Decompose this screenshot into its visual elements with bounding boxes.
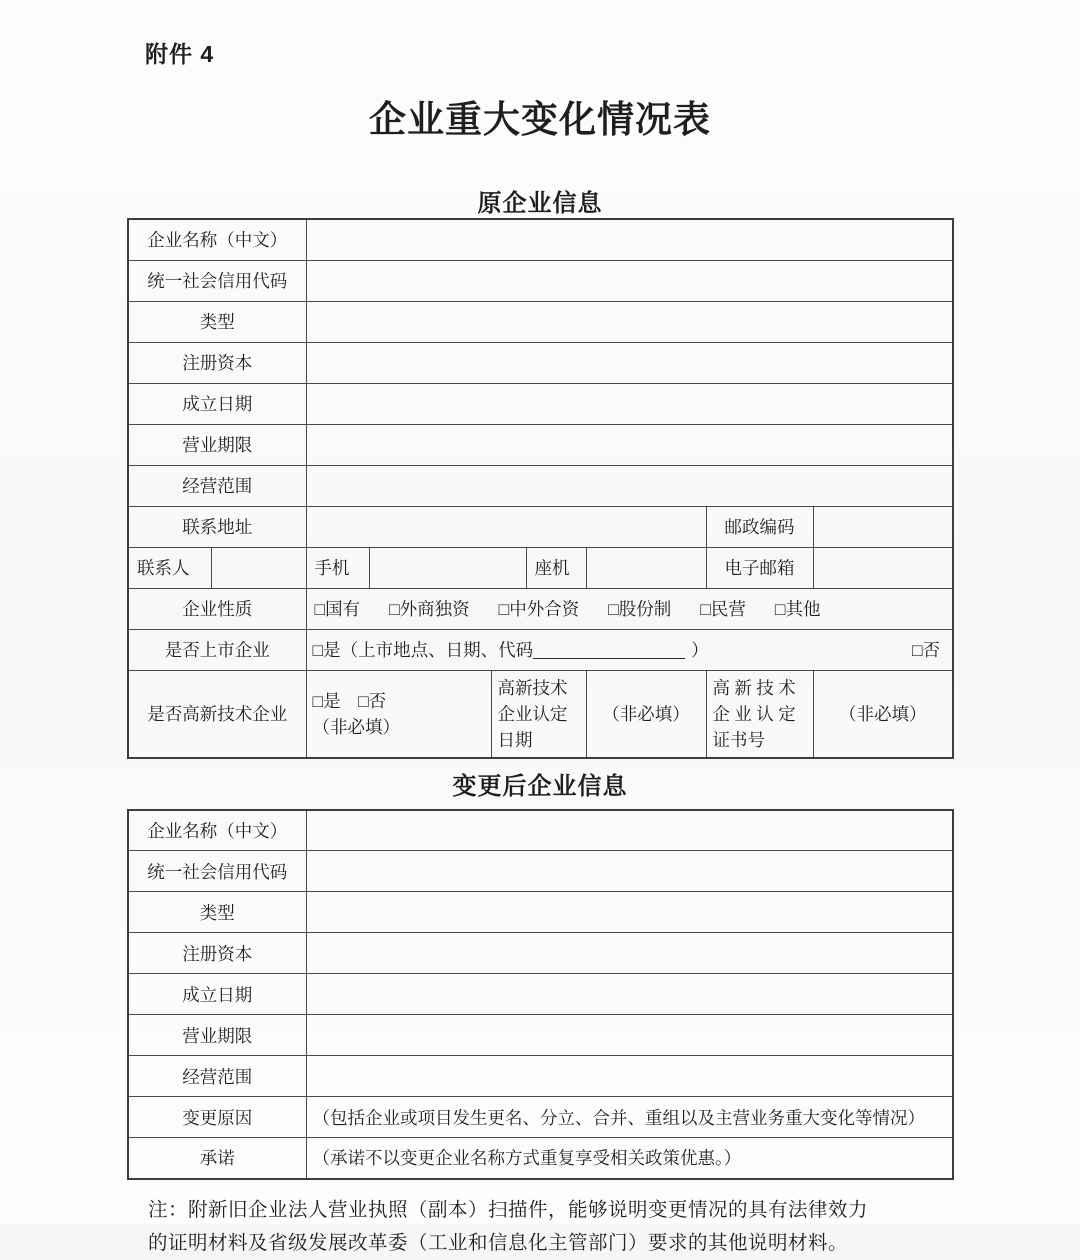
field-label-company-name-new: 企业名称（中文） — [128, 810, 306, 851]
field-label-type-new: 类型 — [128, 892, 306, 933]
field-label-type: 类型 — [128, 301, 306, 342]
field-value-business-scope[interactable] — [306, 465, 953, 506]
checkbox-state-owned[interactable]: □国有 — [314, 599, 361, 619]
field-label-email: 电子邮箱 — [706, 547, 813, 588]
enterprise-nature-options-cell — [306, 588, 953, 629]
field-value-established-date-new[interactable] — [306, 974, 953, 1015]
field-label-is-listed: 是否上市企业 — [128, 629, 306, 670]
field-label-established-date: 成立日期 — [128, 383, 306, 424]
field-label-business-term-new: 营业期限 — [128, 1015, 306, 1056]
original-info-table — [127, 218, 954, 759]
table-row-address — [128, 506, 953, 547]
field-value-landline[interactable] — [586, 547, 706, 588]
field-label-business-term: 营业期限 — [128, 424, 306, 465]
field-label-contact-address: 联系地址 — [128, 506, 306, 547]
footnote: 注：附新旧企业法人营业执照（副本）扫描件，能够说明变更情况的具有法律效力 的证明材料及省级发展改革委（工业和信息化主管部门）要求的其他说明材料。 — [148, 1199, 869, 1254]
field-label-is-hightech: 是否高新技术企业 — [128, 670, 306, 758]
table-row-enterprise-nature — [128, 588, 953, 629]
table-row — [128, 424, 953, 465]
field-label-company-name: 企业名称（中文） — [128, 219, 306, 260]
field-label-postal-code: 邮政编码 — [706, 506, 813, 547]
checkbox-private[interactable]: □民营 — [700, 599, 746, 619]
table-row — [128, 810, 953, 851]
checkbox-foreign-owned[interactable]: □外商独资 — [389, 599, 470, 619]
table-row — [128, 465, 953, 506]
field-value-contact-address[interactable] — [306, 506, 706, 547]
field-value-business-scope-new[interactable] — [306, 1056, 953, 1097]
table-row — [128, 892, 953, 933]
field-value-contact-person[interactable] — [211, 547, 306, 588]
checkbox-other[interactable]: □其他 — [774, 599, 821, 619]
table-row-promise — [128, 1138, 953, 1179]
table-row — [128, 974, 953, 1015]
field-value-postal-code[interactable] — [813, 506, 953, 547]
field-value-type[interactable] — [306, 301, 953, 342]
field-label-contact-person: 联系人 — [128, 547, 211, 588]
listed-company-cell — [306, 629, 953, 670]
checkbox-listed-no[interactable]: □否 — [911, 640, 941, 660]
table-row-contact — [128, 547, 953, 588]
checkbox-joint-venture[interactable]: □中外合资 — [498, 599, 580, 619]
field-label-established-date-new: 成立日期 — [128, 974, 306, 1015]
table-row — [128, 383, 953, 424]
field-value-type-new[interactable] — [306, 892, 953, 933]
listing-code-underline[interactable] — [533, 640, 685, 659]
field-value-hightech-cert-date[interactable]: （非必填） — [586, 670, 706, 758]
field-value-mobile[interactable] — [369, 547, 526, 588]
field-value-promise: （承诺不以变更企业名称方式重复享受相关政策优惠。） — [306, 1138, 953, 1179]
field-value-registered-capital-new[interactable] — [306, 933, 953, 974]
table-row-hightech — [128, 670, 953, 758]
field-value-business-term-new[interactable] — [306, 1015, 953, 1056]
attachment-label: 附件 4 — [145, 41, 215, 67]
field-value-business-term[interactable] — [306, 424, 953, 465]
field-label-registered-capital-new: 注册资本 — [128, 933, 306, 974]
table-row — [128, 1056, 953, 1097]
table-row — [128, 219, 953, 260]
field-value-email[interactable] — [813, 547, 953, 588]
field-label-change-reason: 变更原因 — [128, 1097, 306, 1138]
table-row — [128, 933, 953, 974]
field-value-change-reason: （包括企业或项目发生更名、分立、合并、重组以及主营业务重大变化等情况） — [306, 1097, 953, 1138]
field-label-credit-code-new: 统一社会信用代码 — [128, 851, 306, 892]
checkbox-joint-stock[interactable]: □股份制 — [608, 599, 672, 619]
field-label-business-scope: 经营范围 — [128, 465, 306, 506]
field-value-company-name-new[interactable] — [306, 810, 953, 851]
field-value-established-date[interactable] — [306, 383, 953, 424]
table-row-change-reason — [128, 1097, 953, 1138]
field-value-credit-code-new[interactable] — [306, 851, 953, 892]
field-value-registered-capital[interactable] — [306, 342, 953, 383]
document-title: 企业重大变化情况表 — [369, 100, 711, 141]
changed-info-table — [127, 809, 954, 1180]
table-row — [128, 1015, 953, 1056]
field-label-registered-capital: 注册资本 — [128, 342, 306, 383]
table-row — [128, 260, 953, 301]
field-label-hightech-cert-number: 高 新 技 术 企 业 认 定 证书号 — [706, 670, 813, 758]
field-label-promise: 承诺 — [128, 1138, 306, 1179]
field-label-business-scope-new: 经营范围 — [128, 1056, 306, 1097]
field-label-credit-code: 统一社会信用代码 — [128, 260, 306, 301]
field-label-hightech-cert-date: 高新技术 企业认定 日期 — [491, 670, 586, 758]
field-value-credit-code[interactable] — [306, 260, 953, 301]
field-label-enterprise-nature: 企业性质 — [128, 588, 306, 629]
section-heading-original: 原企业信息 — [477, 190, 603, 217]
field-label-mobile: 手机 — [306, 547, 369, 588]
field-value-hightech-cert-number[interactable]: （非必填） — [813, 670, 953, 758]
field-label-landline: 座机 — [526, 547, 586, 588]
hightech-yes-no-cell[interactable]: □是 □否 （非必填） — [306, 670, 491, 758]
field-value-company-name[interactable] — [306, 219, 953, 260]
table-row-listed-company — [128, 629, 953, 670]
section-heading-changed: 变更后企业信息 — [452, 772, 628, 800]
table-row — [128, 851, 953, 892]
table-row — [128, 301, 953, 342]
checkbox-listed-yes[interactable]: □是（上市地点、日期、代码 — [312, 640, 534, 660]
table-row — [128, 342, 953, 383]
listed-close-paren: ） — [691, 640, 709, 660]
